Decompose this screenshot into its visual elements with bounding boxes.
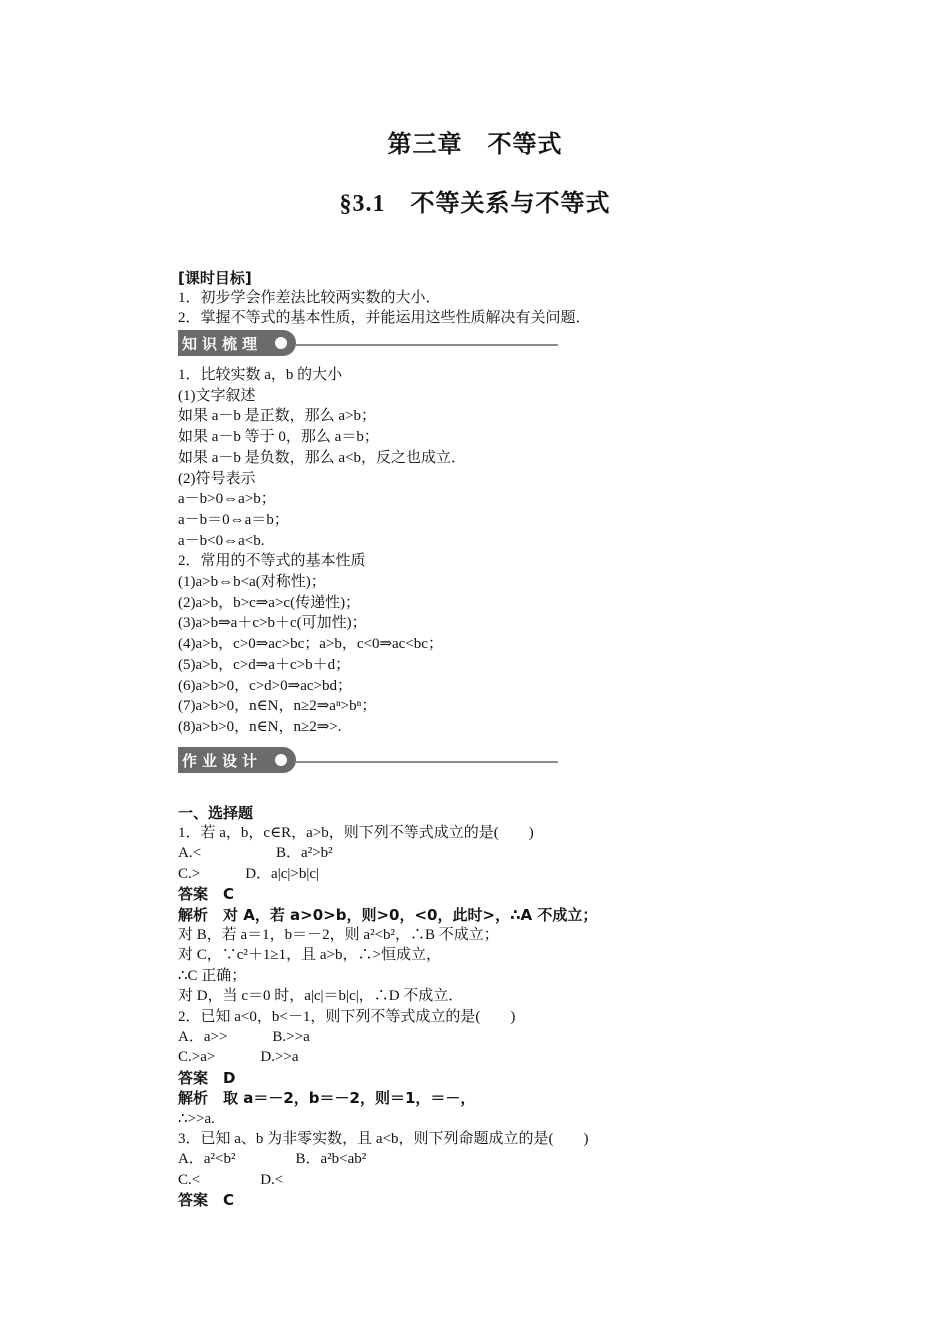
question-line: 3．已知 a、b 为非零实数，且 a<b，则下列命题成立的是( ) [178, 1131, 589, 1147]
knowledge-line: (3)a>b⇒a＋c>b＋c(可加性)； [178, 615, 367, 632]
question-line: C.< D.< [178, 1171, 284, 1188]
knowledge-line: 如果 a－b 等于 0，那么 a＝b； [178, 429, 379, 446]
question-line: 对 B，若 a＝1，b＝－2，则 a²<b²，∴B 不成立； [178, 927, 499, 943]
knowledge-line: (1)a>b⇔b<a(对称性)； [178, 574, 326, 590]
banner-label: 知识梳理 [182, 335, 263, 353]
bullet-dot-icon [275, 337, 287, 349]
banner-label: 作业设计 [182, 752, 263, 770]
knowledge-banner [178, 330, 558, 358]
banner-rule [296, 344, 558, 346]
question-line: 对 D，当 c＝0 时，a|c|＝b|c|，∴D 不成立． [178, 988, 464, 1005]
chapter-title: 第三章 不等式 [387, 132, 563, 158]
knowledge-line: (2)a>b，b>c⇒a>c(传递性)； [178, 594, 361, 611]
homework-banner [178, 747, 558, 775]
question-line: ∴C 正确； [178, 967, 247, 984]
knowledge-line: a－b>0⇔a>b； [178, 491, 276, 508]
question-line: C.>a> D.>>a [178, 1049, 299, 1066]
question-line: A．a²<b² B．a²b<ab² [178, 1151, 367, 1168]
bullet-dot-icon [275, 754, 287, 766]
knowledge-line: (7)a>b>0，n∈N，n≥2⇒aⁿ>bⁿ； [178, 698, 377, 715]
answer-line: 答案 C [178, 1191, 235, 1210]
knowledge-line: (2)符号表示 [178, 470, 256, 487]
knowledge-line: (8)a>b>0，n∈N，n≥2⇒>. [178, 718, 342, 735]
banner-rule [296, 761, 558, 763]
knowledge-line: 1．比较实数 a，b 的大小 [178, 367, 343, 383]
knowledge-line: (5)a>b，c>d⇒a＋c>b＋d； [178, 656, 351, 673]
answer-line: 答案 D [178, 1068, 236, 1087]
answer-line: 答案 C [178, 885, 235, 904]
question-line: 1．若 a，b，c∈R，a>b，则下列不等式成立的是( ) [178, 825, 534, 841]
objective-item: 1．初步学会作差法比较两实数的大小． [178, 290, 441, 306]
section-title: §3.1 不等关系与不等式 [339, 191, 611, 217]
question-line: A．a>> B.>>a [178, 1029, 310, 1045]
knowledge-line: 2．常用的不等式的基本性质 [178, 553, 366, 570]
objective-item: 2．掌握不等式的基本性质，并能运用这些性质解决有关问题． [178, 310, 591, 326]
objectives-heading: [课时目标] [178, 269, 252, 287]
knowledge-line: 如果 a－b 是负数，那么 a<b，反之也成立． [178, 449, 467, 466]
part-heading: 一、选择题 [178, 804, 254, 822]
question-line: A.< B．a²>b² [178, 845, 333, 862]
knowledge-line: (6)a>b>0，c>d>0⇒ac>bd； [178, 677, 352, 694]
question-line: 对 C，∵c²＋1≥1，且 a>b，∴>恒成立， [178, 947, 441, 964]
question-line: ∴>>a. [178, 1110, 215, 1127]
knowledge-line: a－b<0⇔a<b. [178, 532, 265, 549]
knowledge-line: 如果 a－b 是正数，那么 a>b； [178, 408, 377, 425]
answer-line: 解析 取 a＝－2，b＝－2，则＝1，＝－， [178, 1089, 476, 1108]
knowledge-line: (4)a>b，c>0⇒ac>bc；a>b，c<0⇒ac<bc； [178, 636, 443, 653]
question-line: C.> D．a|c|>b|c| [178, 865, 319, 882]
knowledge-line: a－b＝0⇔a＝b； [178, 511, 289, 528]
knowledge-line: (1)文字叙述 [178, 387, 256, 404]
answer-line: 解析 对 A，若 a>0>b，则>0，<0，此时>，∴A 不成立； [178, 905, 598, 924]
question-line: 2．已知 a<0，b<－1，则下列不等式成立的是( ) [178, 1008, 516, 1025]
